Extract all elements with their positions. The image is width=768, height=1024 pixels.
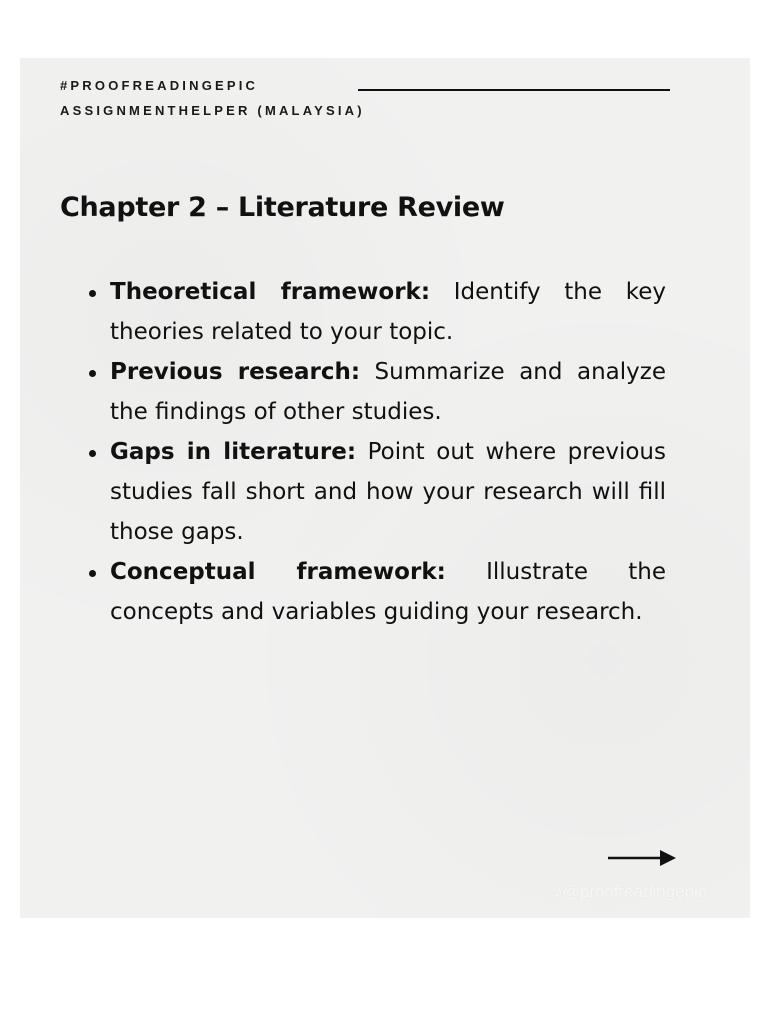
item-term: Previous research:: [110, 359, 361, 385]
item-text: Illustrate the concepts and variables guiding your research.: [110, 559, 666, 625]
watermark: [554, 882, 706, 902]
list-item: [110, 272, 666, 352]
list-item: [110, 432, 666, 552]
arrow-right-icon[interactable]: [608, 846, 678, 870]
list-item: [110, 352, 666, 432]
item-term: Conceptual framework:: [110, 559, 446, 585]
item-text: Summarize and analyze the findings of other studies.: [110, 359, 666, 425]
bullet-list: [110, 272, 666, 632]
item-text: Point out where previous studies fall short and how your research will fill those gaps.: [110, 439, 666, 545]
item-term: Gaps in literature:: [110, 439, 357, 465]
item-text: Identify the key theories related to your topic.: [110, 279, 666, 345]
item-term: Theoretical framework:: [110, 279, 431, 305]
tiktok-icon: ♪: [554, 882, 563, 901]
hashtag-label: #PROOFREADINGEPIC: [60, 78, 259, 93]
list-item: [110, 552, 666, 632]
document-card: [20, 58, 750, 918]
watermark-handle: @proofreadingepic: [562, 882, 707, 901]
header-divider: [358, 89, 670, 91]
brand-label: ASSIGNMENTHELPER (MALAYSIA): [60, 103, 365, 118]
page-title: Chapter 2 – Literature Review: [60, 192, 505, 223]
